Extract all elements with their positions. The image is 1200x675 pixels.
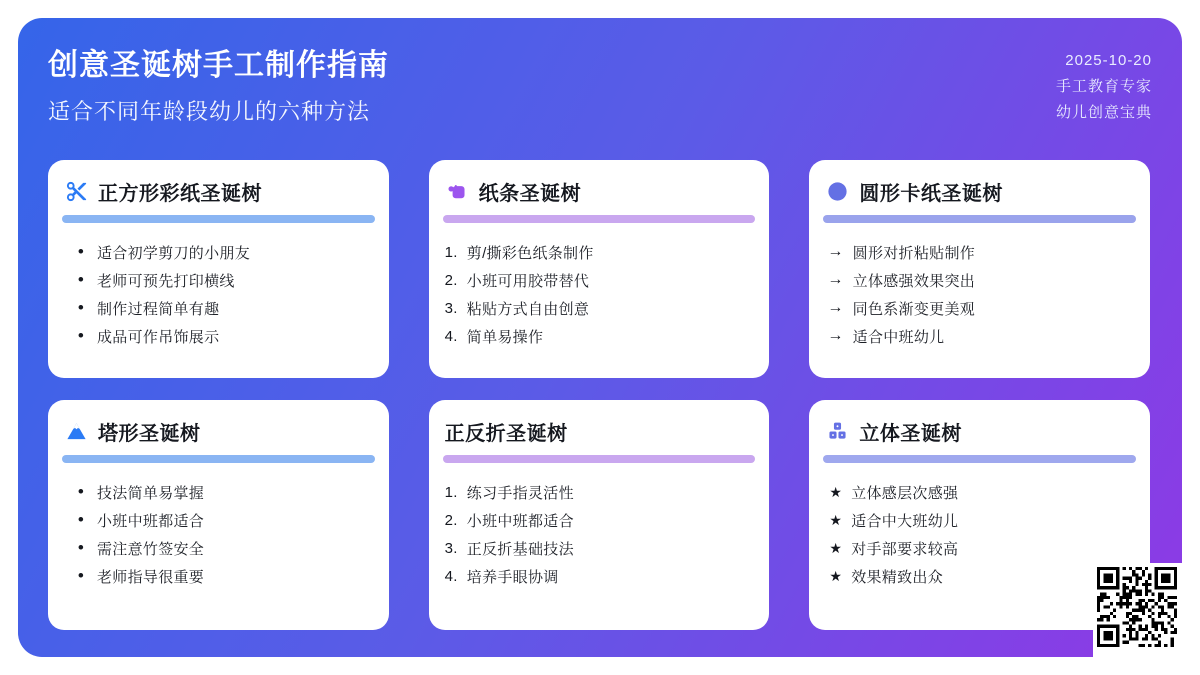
bullet-marker: • (77, 510, 85, 529)
list-item-text: 立体感层次感强 (851, 484, 959, 502)
number-marker: 1. (444, 483, 458, 501)
list-item (823, 562, 1136, 590)
list-item-text: 圆形对折粘贴制作 (852, 244, 976, 262)
list-item (62, 266, 375, 294)
list-item (443, 322, 756, 350)
star-marker: ★ (829, 511, 843, 528)
card-accent-bar (823, 215, 1136, 223)
list-item (823, 534, 1136, 562)
list-item (443, 478, 756, 506)
list-item-text: 练习手指灵活性 (466, 484, 574, 502)
list-item-text: 适合初学剪刀的小朋友 (97, 244, 251, 262)
list-item (62, 238, 375, 266)
meta-date: 2025-10-20 (1065, 52, 1152, 69)
cards-grid (48, 160, 1150, 630)
list-item (823, 294, 1136, 322)
list-item-text: 培养手眼协调 (466, 568, 559, 586)
method-card-5 (429, 400, 770, 630)
number-marker: 2. (444, 511, 458, 529)
number-marker: 3. (444, 539, 458, 557)
card-title: 正方形彩纸圣诞树 (98, 183, 262, 205)
arrow-marker: → (827, 271, 844, 288)
header-left (48, 48, 389, 126)
circle-icon (825, 180, 849, 204)
number-marker: 1. (444, 243, 458, 261)
star-marker: ★ (829, 483, 843, 500)
list-item (443, 266, 756, 294)
list-item (823, 238, 1136, 266)
number-marker: 4. (444, 567, 458, 585)
scroll-icon (445, 180, 469, 204)
card-title: 纸条圣诞树 (478, 183, 582, 205)
card-list (443, 478, 756, 590)
scroll-icon (446, 181, 468, 203)
list-item-text: 成品可作吊饰展示 (97, 328, 220, 346)
number-marker: 3. (444, 299, 458, 317)
bullet-marker: • (77, 482, 85, 501)
bullet-marker: • (77, 242, 85, 261)
list-item-text: 需注意竹签安全 (97, 540, 205, 558)
method-card-3 (809, 160, 1150, 378)
qr-code (1093, 563, 1200, 675)
page-subtitle: 适合不同年龄段幼儿的六种方法 (48, 99, 371, 124)
list-item-text: 老师指导很重要 (97, 568, 205, 586)
bullet-marker: • (77, 326, 85, 345)
list-item (62, 294, 375, 322)
star-marker: ★ (829, 567, 843, 584)
list-item (62, 322, 375, 350)
list-item-text: 小班中班都适合 (466, 512, 574, 530)
card-accent-bar (443, 455, 756, 463)
list-item-text: 正反折基础技法 (466, 540, 574, 558)
card-accent-bar (443, 215, 756, 223)
scissors-icon (65, 180, 88, 203)
arrow-marker: → (827, 327, 844, 344)
list-item-text: 立体感强效果突出 (852, 272, 976, 290)
method-card-4 (48, 400, 389, 630)
card-list (62, 238, 375, 350)
list-item (62, 506, 375, 534)
list-item (443, 534, 756, 562)
header (48, 48, 1152, 126)
qr-code-image (1097, 567, 1177, 647)
list-item-text: 制作过程简单有趣 (97, 300, 220, 318)
gradient-background (18, 18, 1182, 657)
arrow-marker: → (827, 299, 844, 316)
card-header (62, 177, 375, 206)
list-item-text: 粘贴方式自由创意 (466, 300, 590, 318)
page-title: 创意圣诞树手工制作指南 (48, 49, 389, 82)
bullet-marker: • (77, 566, 85, 585)
method-card-1 (48, 160, 389, 378)
list-item (443, 238, 756, 266)
list-item (62, 562, 375, 590)
list-item-text: 简单易操作 (466, 328, 544, 346)
card-accent-bar (823, 455, 1136, 463)
list-item-text: 效果精致出众 (851, 568, 943, 586)
list-item-text: 适合中班幼儿 (852, 328, 945, 346)
list-item-text: 技法简单易掌握 (97, 484, 205, 502)
card-list (823, 478, 1136, 590)
list-item-text: 小班中班都适合 (97, 512, 205, 530)
list-item (443, 294, 756, 322)
card-title: 圆形卡纸圣诞树 (859, 183, 1003, 205)
list-item (823, 266, 1136, 294)
card-title: 立体圣诞树 (859, 423, 962, 445)
card-header (823, 417, 1136, 446)
list-item (823, 322, 1136, 350)
card-header (443, 177, 756, 206)
bullet-marker: • (77, 298, 85, 317)
header-meta (1056, 48, 1152, 126)
card-header (443, 417, 756, 446)
card-title: 正反折圣诞树 (444, 423, 568, 445)
scissors-icon (64, 180, 88, 204)
number-marker: 4. (444, 327, 458, 345)
list-item (443, 506, 756, 534)
mountain-icon (65, 420, 88, 443)
circle-icon (826, 180, 849, 203)
star-marker: ★ (829, 539, 843, 556)
card-list (443, 238, 756, 350)
list-item-text: 同色系渐变更美观 (852, 300, 976, 318)
list-item-text: 适合中大班幼儿 (851, 512, 959, 530)
meta-author: 手工教育专家 (1055, 78, 1152, 95)
cubes-icon (826, 420, 849, 443)
cubes-icon (825, 420, 849, 444)
list-item (62, 478, 375, 506)
card-accent-bar (62, 215, 375, 223)
bullet-marker: • (77, 538, 85, 557)
arrow-marker: → (827, 243, 844, 260)
list-item-text: 小班可用胶带替代 (466, 272, 590, 290)
card-header (62, 417, 375, 446)
card-header (823, 177, 1136, 206)
list-item (823, 506, 1136, 534)
meta-source: 幼儿创意宝典 (1055, 104, 1152, 121)
card-accent-bar (62, 455, 375, 463)
mountain-icon (64, 420, 88, 444)
list-item-text: 剪/撕彩色纸条制作 (466, 244, 594, 262)
card-title: 塔形圣诞树 (98, 423, 201, 445)
list-item-text: 老师可预先打印横线 (97, 272, 235, 290)
card-list (62, 478, 375, 590)
bullet-marker: • (77, 270, 85, 289)
number-marker: 2. (444, 271, 458, 289)
list-item (443, 562, 756, 590)
method-card-2 (429, 160, 770, 378)
list-item (62, 534, 375, 562)
card-list (823, 238, 1136, 350)
list-item (823, 478, 1136, 506)
list-item-text: 对手部要求较高 (851, 540, 959, 558)
